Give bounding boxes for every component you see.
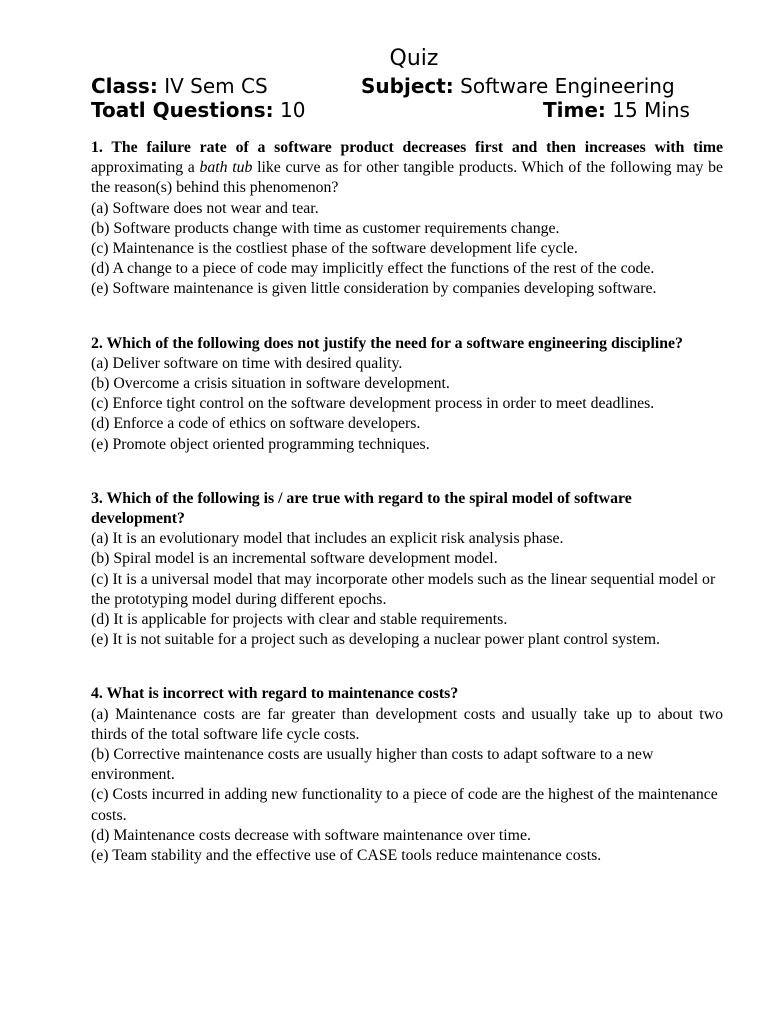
question-2 [91, 334, 723, 455]
answer-option: (c) Maintenance is the costliest phase of the software development life cycle. [91, 240, 578, 258]
class-line [91, 73, 268, 99]
answer-option: (e) Promote object oriented programming techniques. [91, 435, 430, 453]
subject-value: Software Engineering [460, 74, 675, 98]
answer-option: (a) Deliver software on time with desired quality. [91, 354, 403, 372]
question-stem-text: like curve as for other tangible products. Which of the following may be the reason(s) behind this phenomenon? [91, 159, 723, 197]
time-line [543, 97, 690, 123]
question-4 [91, 684, 723, 866]
answer-option: (e) Software maintenance is given little consideration by companies developing software. [91, 280, 657, 298]
question-stem [91, 138, 723, 199]
answer-option: (d) It is applicable for projects with clear and stable requirements. [91, 611, 508, 629]
total-questions-label: Toatl Questions: [91, 98, 274, 122]
question-stem: 2. Which of the following does not justify the need for a software engineering discipline? [91, 334, 683, 352]
answer-option: (d) Enforce a code of ethics on software developers. [91, 415, 421, 433]
question-stem-italic: bath tub [199, 159, 253, 177]
class-value: IV Sem CS [164, 74, 268, 98]
answer-option: (a) It is an evolutionary model that includes an explicit risk analysis phase. [91, 530, 564, 548]
answer-option: (e) Team stability and the effective use of CASE tools reduce maintenance costs. [91, 847, 602, 865]
question-stem: 4. What is incorrect with regard to maintenance costs? [91, 685, 459, 703]
total-questions-value: 10 [279, 98, 306, 122]
answer-option: (a) Maintenance costs are far greater than development costs and usually take up to about two thirds of the total software life cycle costs. [91, 705, 723, 743]
question-stem: 3. Which of the following is / are true with regard to the spiral model of software development? [91, 489, 632, 528]
subject-line [361, 73, 675, 99]
answer-option: (e) It is not suitable for a project such as developing a nuclear power plant control system. [91, 631, 660, 649]
question-stem-bold: 1. The failure rate of a software product decreases first and then increases with time [91, 139, 723, 156]
class-label: Class: [91, 74, 158, 98]
answer-option: (c) Enforce tight control on the software development process in order to meet deadlines. [91, 395, 655, 413]
question-stem-text: approximating a [91, 159, 200, 177]
answer-option: (c) Costs incurred in adding new functionality to a piece of code are the highest of the maintenance costs. [91, 786, 718, 824]
question-1 [91, 138, 723, 300]
answer-option: (c) It is a universal model that may incorporate other models such as the linear sequential model or the prototyping model during different epochs. [91, 570, 716, 608]
answer-option: (b) Spiral model is an incremental software development model. [91, 550, 498, 568]
time-value: 15 Mins [612, 98, 690, 122]
subject-label: Subject: [361, 74, 454, 98]
answer-option: (b) Corrective maintenance costs are usually higher than costs to adapt software to a new environment. [91, 746, 654, 784]
question-list [91, 138, 723, 866]
time-label: Time: [543, 98, 606, 122]
answer-option: (d) A change to a piece of code may implicitly effect the functions of the rest of the code. [91, 260, 655, 278]
page-title: Quiz [389, 46, 439, 71]
answer-option: (a) Software does not wear and tear. [91, 199, 319, 217]
total-questions-line [91, 97, 305, 123]
answer-option: (d) Maintenance costs decrease with software maintenance over time. [91, 826, 531, 844]
answer-option: (b) Software products change with time as customer requirements change. [91, 219, 560, 237]
answer-option: (b) Overcome a crisis situation in software development. [91, 375, 450, 393]
question-3 [91, 489, 723, 651]
